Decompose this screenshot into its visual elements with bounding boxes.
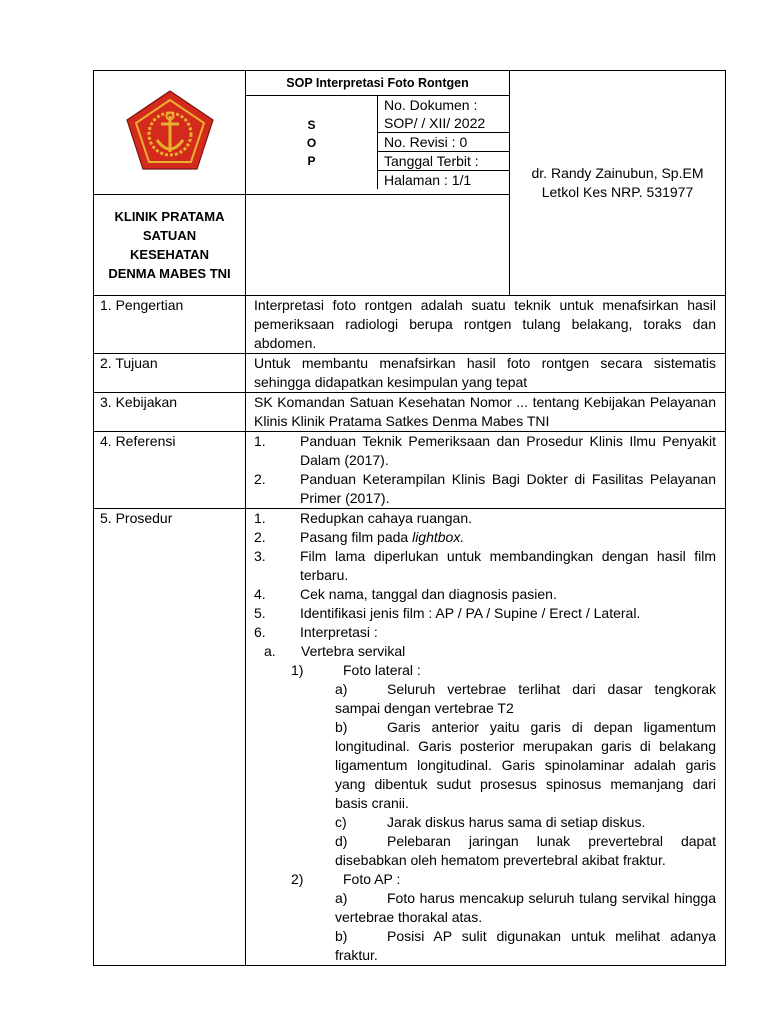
sop-table: [93, 70, 726, 966]
tni-emblem-icon: [124, 88, 216, 172]
info-halaman: Halaman : 1/1: [384, 172, 472, 188]
list-item: a) Foto harus mencakup seluruh tulang servikal hingga vertebrae thorakal atas.: [335, 890, 716, 925]
content-kebijakan: SK Komandan Satuan Kesehatan Nomor ... tentang Kebijakan Pelayanan Klinis Klinik Pratama Satkes Denma Mabes TNI: [246, 393, 726, 432]
list-item: 5. Identifikasi jenis film : AP / PA / Supine / Erect / Lateral.: [254, 605, 641, 621]
list-item: a. Vertebra servikal: [264, 643, 406, 659]
list-item: 2) Foto AP :: [291, 871, 401, 887]
label-referensi: 4. Referensi: [94, 432, 246, 509]
signatory-name: dr. Randy Zainubun, Sp.EM: [531, 165, 704, 181]
content-prosedur: [246, 509, 726, 966]
signatory-rank: Letkol Kes NRP. 531977: [541, 184, 694, 200]
list-item: 1. Panduan Teknik Pemeriksaan dan Prosedur Klinis Ilmu Penyakit Dalam (2017).: [254, 433, 716, 468]
list-item: 3. Film lama diperlukan untuk membandingkan dengan hasil film terbaru.: [254, 548, 716, 583]
sop-document: [93, 70, 725, 966]
sop-letters: S O P: [246, 96, 378, 190]
info-sop-number: SOP/ / XII/ 2022: [378, 114, 510, 133]
list-item: 4. Cek nama, tanggal dan diagnosis pasien.: [254, 586, 557, 602]
empty-cell: [246, 195, 510, 296]
label-kebijakan: 3. Kebijakan: [94, 393, 246, 432]
info-tanggal-terbit: Tanggal Terbit :: [378, 152, 510, 171]
list-item: d) Pelebaran jaringan lunak prevertebral dapat disebabkan oleh hematom prevertebral akibat fraktur.: [335, 833, 716, 868]
list-item: a) Seluruh vertebrae terlihat dari dasar tengkorak sampai dengan vertebrae T2: [335, 681, 716, 716]
list-item: 2. Pasang film pada lightbox.: [254, 529, 465, 545]
label-pengertian: 1. Pengertian: [94, 296, 246, 354]
sop-title: SOP Interpretasi Foto Rontgen: [246, 71, 509, 96]
label-tujuan: 2. Tujuan: [94, 354, 246, 393]
list-item: 6. Interpretasi :: [254, 624, 378, 640]
content-referensi: [246, 432, 726, 509]
logo-cell: [94, 71, 246, 195]
list-item: 1. Redupkan cahaya ruangan.: [254, 510, 473, 526]
label-prosedur: 5. Prosedur: [94, 509, 246, 966]
header-inner-table: [246, 71, 509, 189]
header-center-cell: [246, 71, 510, 195]
info-no-dokumen: No. Dokumen :: [384, 97, 478, 113]
content-tujuan: Untuk membantu menafsirkan hasil foto rontgen secara sistematis sehingga didapatkan kesimpulan yang tepat: [246, 354, 726, 393]
list-item: c) Jarak diskus harus sama di setiap diskus.: [335, 814, 646, 830]
list-item: 2. Panduan Keterampilan Klinis Bagi Dokter di Fasilitas Pelayanan Primer (2017).: [254, 471, 716, 506]
clinic-name: KLINIK PRATAMA SATUAN KESEHATAN DENMA MABES TNI: [94, 195, 246, 296]
signatory-cell: [510, 71, 726, 296]
content-pengertian: Interpretasi foto rontgen adalah suatu teknik untuk menafsirkan hasil pemeriksaan radiologi berupa rontgen tulang belakang, toraks dan abdomen.: [246, 296, 726, 354]
list-item: 1) Foto lateral :: [291, 662, 421, 678]
list-item: b) Garis anterior yaitu garis di depan ligamentum longitudinal. Garis posterior merupakan garis di belakang ligamentum longitudinal. Garis spinolaminar adalah garis yang dibentuk sudut prosesus spinosus memanjang dari basis cranii.: [335, 719, 716, 811]
info-no-revisi: No. Revisi : 0: [378, 133, 510, 152]
list-item: b) Posisi AP sulit digunakan untuk melihat adanya fraktur.: [335, 928, 716, 963]
